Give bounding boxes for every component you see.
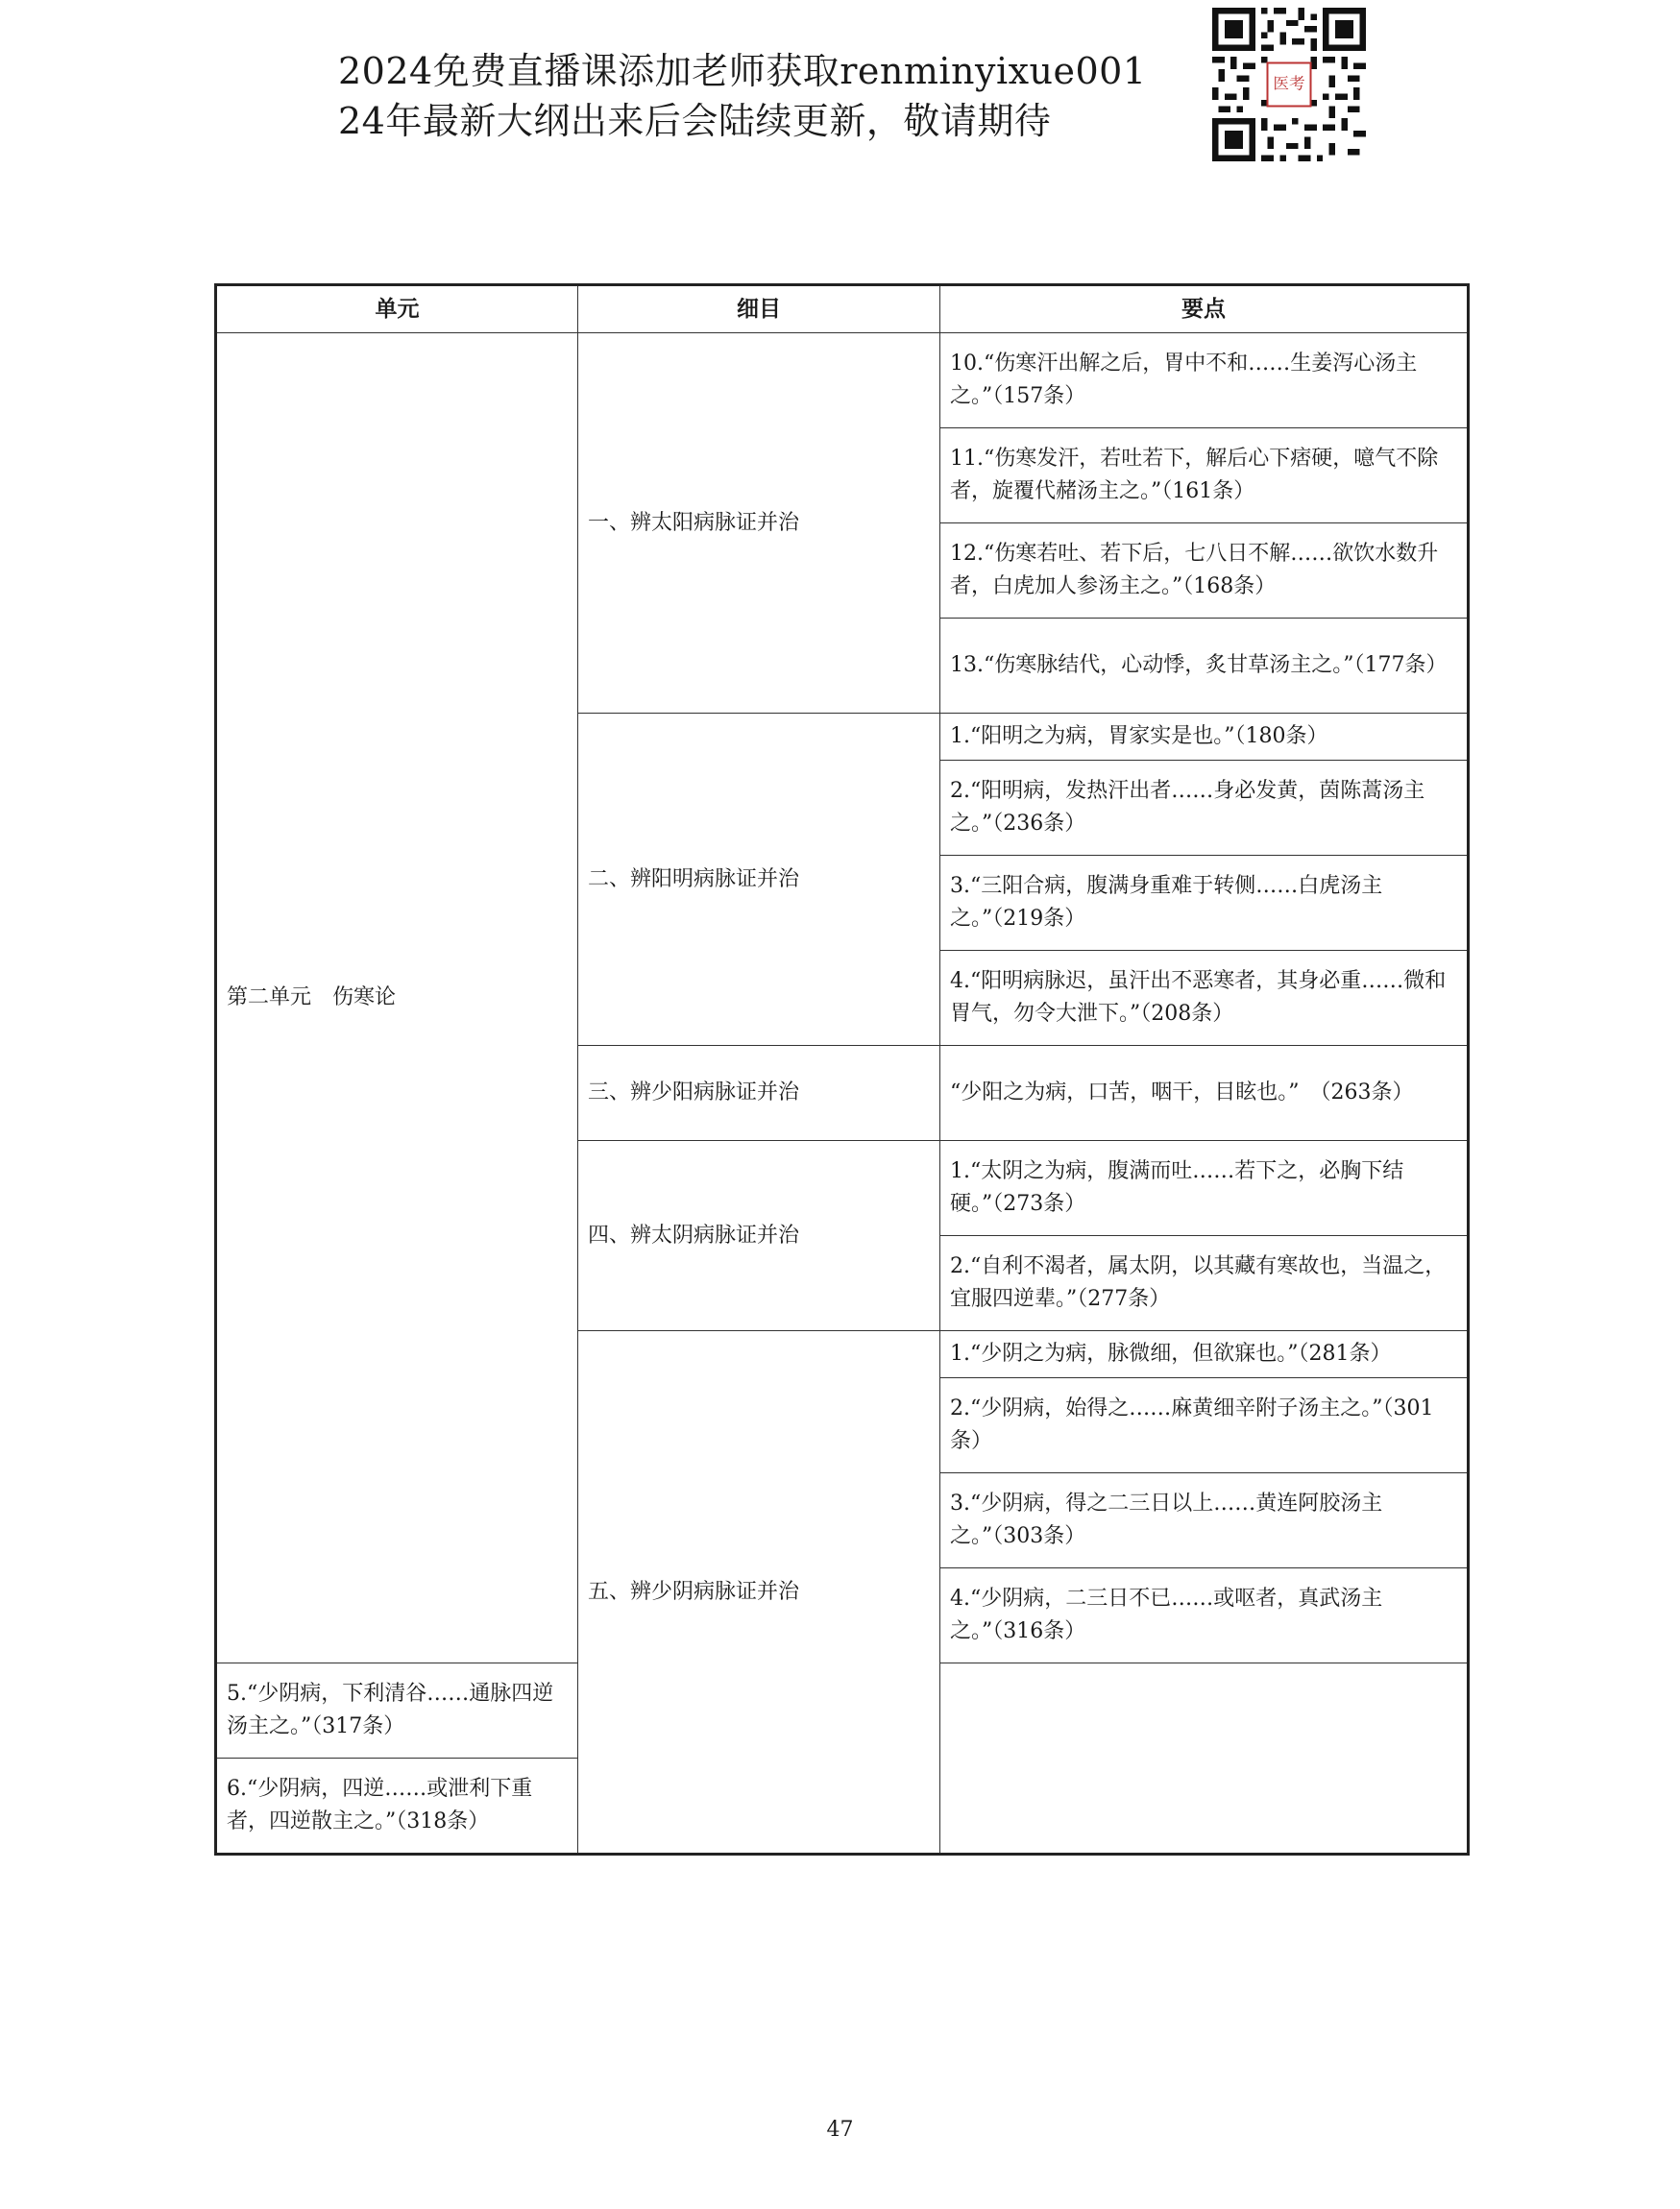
item-cell: 三、辨少阳病脉证并治 (578, 1046, 940, 1141)
point-cell: 5.“少阴病，下利清谷……通脉四逆汤主之。”（317条） (216, 1663, 578, 1759)
point-cell: 1.“阳明之为病，胃家实是也。”（180条） (940, 714, 1469, 761)
point-cell: 4.“少阴病，二三日不已……或呕者，真武汤主之。”（316条） (940, 1568, 1469, 1663)
point-cell: 3.“三阳合病，腹满身重难于转侧……白虎汤主之。”（219条） (940, 856, 1469, 951)
point-cell: 12.“伤寒若吐、若下后，七八日不解……欲饮水数升者，白虎加人参汤主之。”（168条） (940, 523, 1469, 619)
point-cell: 2.“少阴病，始得之……麻黄细辛附子汤主之。”（301条） (940, 1378, 1469, 1473)
qr-logo-label: 医考 (1273, 74, 1305, 93)
item-cell: 二、辨阳明病脉证并治 (578, 714, 940, 1046)
qr-code-image (1212, 8, 1366, 161)
item-cell: 四、辨太阴病脉证并治 (578, 1141, 940, 1331)
header-point: 要点 (940, 285, 1469, 333)
point-cell: 11.“伤寒发汗，若吐若下，解后心下痞硬，噫气不除者，旋覆代赭汤主之。”（161条） (940, 428, 1469, 523)
unit-cell: 第二单元 伤寒论 (216, 333, 578, 1663)
promo-header (338, 46, 1203, 146)
header-item: 细目 (578, 285, 940, 333)
point-cell: 6.“少阴病，四逆……或泄利下重者，四逆散主之。”（318条） (216, 1759, 578, 1855)
promo-line-1: 2024免费直播课添加老师获取renminyixue001 (338, 50, 1147, 92)
point-cell: 4.“阳明病脉迟，虽汗出不恶寒者，其身必重……微和胃气，勿令大泄下。”（208条） (940, 951, 1469, 1046)
page-number: 47 (826, 2118, 854, 2142)
point-cell: 2.“阳明病，发热汗出者……身必发黄，茵陈蒿汤主之。”（236条） (940, 761, 1469, 856)
table-row (216, 333, 1469, 428)
point-cell: 1.“少阴之为病，脉微细，但欲寐也。”（281条） (940, 1331, 1469, 1378)
header-unit: 单元 (216, 285, 578, 333)
promo-line-2: 24年最新大纲出来后会陆续更新，敬请期待 (338, 100, 1052, 142)
table-header-row (216, 285, 1469, 333)
point-cell: 13.“伤寒脉结代，心动悸，炙甘草汤主之。”（177条） (940, 619, 1469, 714)
point-cell: 1.“太阴之为病，腹满而吐……若下之，必胸下结硬。”（273条） (940, 1141, 1469, 1236)
point-cell: “少阳之为病，口苦，咽干，目眩也。” （263条） (940, 1046, 1469, 1141)
syllabus-table (214, 283, 1470, 1856)
item-cell: 一、辨太阳病脉证并治 (578, 333, 940, 714)
point-cell: 3.“少阴病，得之二三日以上……黄连阿胶汤主之。”（303条） (940, 1473, 1469, 1568)
item-cell: 五、辨少阴病脉证并治 (578, 1331, 940, 1855)
point-cell: 10.“伤寒汗出解之后，胃中不和……生姜泻心汤主之。”（157条） (940, 333, 1469, 428)
point-cell: 2.“自利不渴者，属太阴，以其藏有寒故也，当温之，宜服四逆辈。”（277条） (940, 1236, 1469, 1331)
